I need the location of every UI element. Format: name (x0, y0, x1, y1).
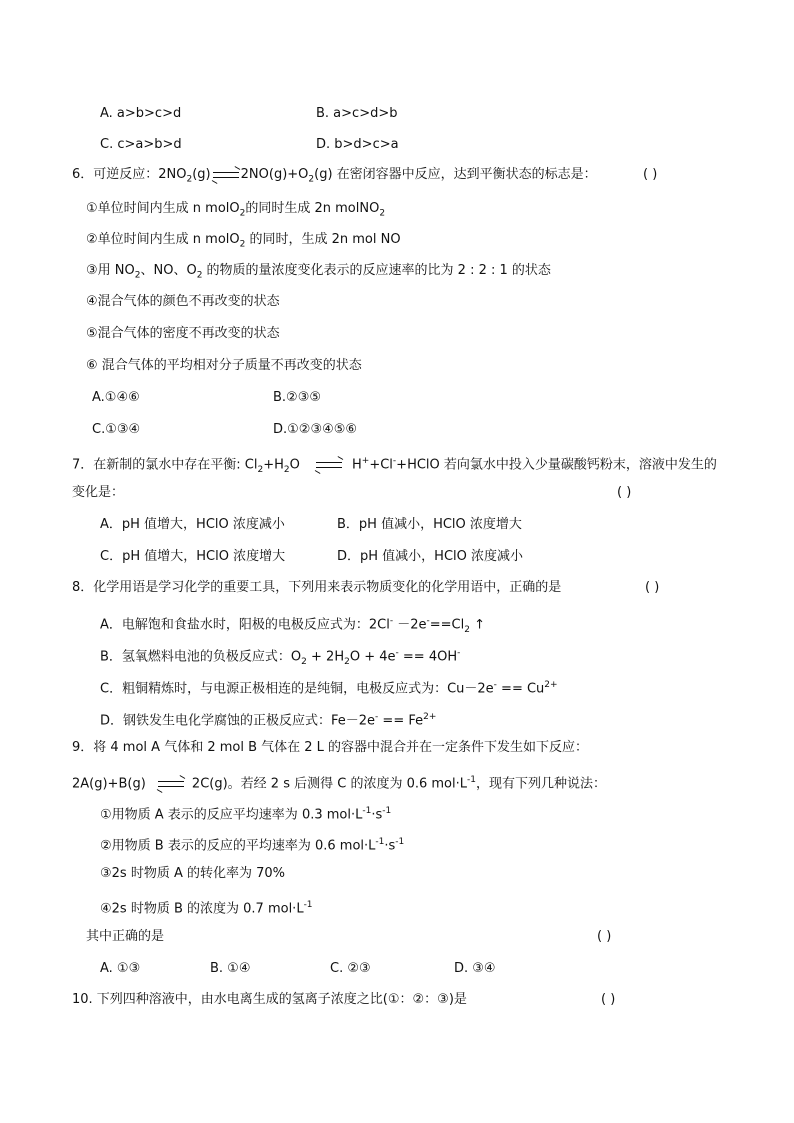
q7-stem-h: H (352, 457, 362, 473)
q6-s2-a: ②单位时间内生成 n molO (86, 232, 240, 247)
q6-answer-paren: ( ) (643, 167, 658, 182)
q6-statement-4: ④混合气体的颜色不再改变的状态 (86, 294, 280, 309)
q6-stem-post: (g) 在密闭容器中反应，达到平衡状态的标志是： (314, 167, 597, 182)
q5-option-b (316, 105, 397, 123)
q6-statement-3: ③用 $NO_2$、NO、$O_2$ 的物质的量浓度变化表示的反应速率的比为 2 : 2 : 1 的状态 (86, 263, 551, 281)
q6-stem: 6．可逆反应：$2NO_2(g)$ $2NO(g)+O_2(g)$ 在密闭容器中反应，达到平衡状态的标志是： (72, 167, 597, 185)
q9-option-d: D. ③④ (454, 961, 496, 976)
q5-option-b-text: B. a>c>d>b (316, 106, 398, 121)
q6-statement-5: ⑤混合气体的密度不再改变的状态 (86, 326, 280, 341)
q5-option-c-text: C. c>a>b>d (100, 137, 182, 152)
q9-stem-line2: 2A(g)+B(g) 2C(g)。若经 2 s 后测得 C 的浓度为 0.6 $mol\cdot L^{-1}$，现有下列几种说法： (72, 775, 606, 792)
equilibrium-arrow-icon (158, 780, 184, 788)
q9-stem2-pre: 2A(g)+B(g) (72, 776, 146, 792)
q7-answer-paren: ( ) (617, 485, 632, 500)
q9-correct-prompt: 其中正确的是 (86, 929, 165, 944)
q8-option-b: B．氢氧燃料电池的负极反应式：$O_2 + 2H_2O + 4e^- == 4OH^-$ (100, 648, 461, 667)
q6-statement-6: ⑥ 混合气体的平均相对分子质量不再改变的状态 (86, 358, 362, 373)
equilibrium-arrow-icon (213, 171, 239, 179)
q9-option-c: C. ②③ (330, 961, 371, 976)
q7-stem-o: O (289, 457, 300, 473)
q9-s2-b: ·s (384, 838, 396, 854)
q7-stem-mid: +H (263, 457, 284, 473)
q8-option-a: A．电解饱和食盐水时，阳极的电极反应式为：$2Cl^- -2e^-==Cl_2$ ↑ (100, 616, 486, 635)
q8-b-1: B．氢氧燃料电池的负极反应式：O (100, 649, 302, 665)
q5-option-d (316, 136, 399, 154)
q9-stem2-post: 2C(g)。若经 2 s 后测得 C 的浓度为 0.6 mol·L (191, 776, 467, 792)
q6-s1-a: ①单位时间内生成 n molO (86, 201, 240, 216)
q7-option-c: C．pH 值增大，HClO 浓度增大 (100, 549, 286, 564)
q8-a-1: A．电解饱和食盐水时，阳极的电极反应式为：2Cl (100, 617, 390, 633)
q10-stem: 10. 下列四种溶液中，由水电离生成的氢离子浓度之比(①：②：③)是 (72, 992, 467, 1007)
q5-option-d-text: D. b>d>c>a (316, 137, 399, 152)
q7-stem-cl: +Cl (369, 457, 393, 473)
q8-d-1: D．钢铁发生电化学腐蚀的正极反应式：Fe－2e (100, 713, 376, 729)
q6-option-a: A.①④⑥ (92, 390, 140, 405)
q9-statement-4: ④2s 时物质 B 的浓度为 0.7 $mol\cdot L^{-1}$ (100, 900, 313, 917)
q8-b-4: == 4OH (398, 649, 458, 665)
equilibrium-arrow-icon (316, 461, 342, 469)
q6-stem-mid: 2NO(g)+O (240, 167, 309, 182)
q8-a-4: ↑ (469, 617, 486, 633)
q8-b-3: O + 4e (349, 649, 396, 665)
q8-a-3: ==Cl (429, 617, 465, 633)
q8-c-1: C．粗铜精炼时，与电源正极相连的是纯铜，电极反应式为：Cu－2e (100, 681, 494, 697)
q9-stem-line1: 9．将 4 mol A 气体和 2 mol B 气体在 2 L 的容器中混合并在一定条件下发生如下反应： (72, 740, 589, 755)
q6-s1-b: 的同时生成 2n molNO (245, 201, 380, 216)
q8-option-c: C．粗铜精炼时，与电源正极相连的是纯铜，电极反应式为：$Cu-2e^- == Cu^{2+}$ (100, 680, 558, 697)
q9-s1-a: ①用物质 A 表示的反应平均速率为 0.3 mol·L (100, 807, 363, 823)
q10-answer-paren: ( ) (601, 992, 616, 1007)
q8-a-2: －2e (393, 617, 427, 633)
q8-option-d: D．钢铁发生电化学腐蚀的正极反应式：$Fe-2e^- == Fe^{2+}$ (100, 712, 437, 729)
q6-s2-b: 的同时，生成 2n mol NO (245, 232, 401, 247)
q9-option-b: B. ①④ (210, 961, 251, 976)
q6-statement-2: ②单位时间内生成 n molO$_2$ 的同时，生成 2n mol NO (86, 232, 401, 250)
q7-option-b: B．pH 值减小，HClO 浓度增大 (337, 517, 522, 532)
q9-s2-a: ②用物质 B 表示的反应的平均速率为 0.6 mol·L (100, 838, 376, 854)
q7-stem-end: +HClO 若向氯水中投入少量碳酸钙粉末，溶液中发生的 (396, 457, 717, 473)
q9-statement-1: ①用物质 A 表示的反应平均速率为 0.3 $mol\cdot L^{-1}\cdot s^{-1}$ (100, 806, 392, 823)
q7-stem-line1: 7．在新制的氯水中存在平衡: $Cl_2+H_2O$ H++Cl-+HClO 若向氯水中投入少量碳酸钙粉末，溶液中发生的 (72, 456, 717, 475)
q6-stem-pre: 6．可逆反应：2NO (72, 167, 187, 182)
q6-s3-a: ③用 NO (86, 263, 135, 278)
q6-option-d: D.①②③④⑤⑥ (273, 422, 358, 437)
q8-b-2: + 2H (306, 649, 345, 665)
q7-stem-line2: 变化是： (72, 485, 125, 500)
q9-answer-paren: ( ) (597, 929, 612, 944)
q8-answer-paren: ( ) (645, 580, 660, 595)
q9-stem2-end: ，现有下列几种说法： (475, 776, 606, 792)
q6-option-b: B.②③⑤ (273, 390, 322, 405)
q7-stem-pre: 7．在新制的氯水中存在平衡: Cl (72, 457, 258, 473)
q5-option-a-text: A. a>b>c>d (100, 106, 182, 121)
q7-option-a: A．pH 值增大，HClO 浓度减小 (100, 517, 285, 532)
q6-s3-b: 、NO、O (140, 263, 197, 278)
q8-c-2: == Cu (496, 681, 545, 697)
q9-statement-2: ②用物质 B 表示的反应的平均速率为 0.6 $mol\cdot L^{-1}\cdot s^{-1}$ (100, 837, 405, 854)
q8-d-2: == Fe (378, 713, 424, 729)
q8-stem: 8．化学用语是学习化学的重要工具，下列用来表示物质变化的化学用语中，正确的是 (72, 580, 562, 595)
q6-option-c: C.①③④ (92, 422, 141, 437)
q9-s1-b: ·s (371, 807, 383, 823)
q5-option-a (100, 105, 181, 123)
q9-statement-3: ③2s 时物质 A 的转化率为 70% (100, 866, 286, 881)
q6-s3-c: 的物质的量浓度变化表示的反应速率的比为 2 : 2 : 1 的状态 (202, 263, 551, 278)
q9-s4-a: ④2s 时物质 B 的浓度为 0.7 mol·L (100, 901, 304, 917)
q9-option-a: A. ①③ (100, 961, 141, 976)
q5-option-c (100, 136, 182, 154)
q7-option-d: D．pH 值减小，HClO 浓度减小 (337, 549, 523, 564)
q6-statement-1: ①单位时间内生成 n molO$_2$的同时生成 2n molNO$_2$ (86, 201, 386, 219)
